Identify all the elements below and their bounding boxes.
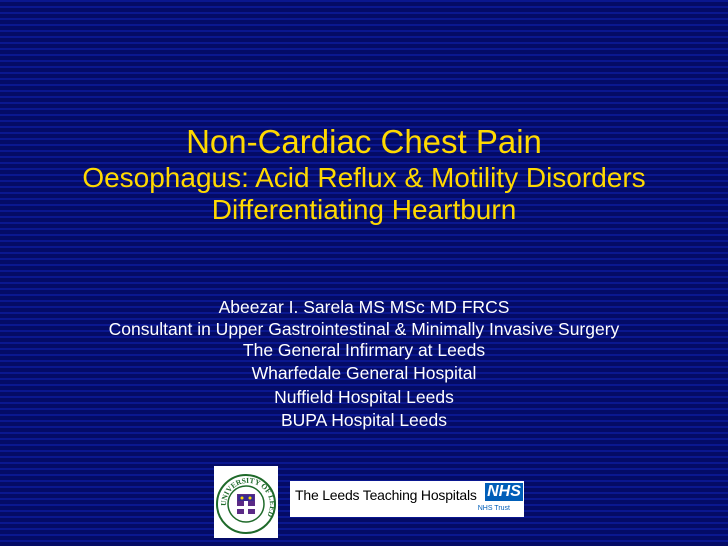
teaching-hospitals-name: The Leeds Teaching Hospitals [295,487,477,503]
institution-item: The General Infirmary at Leeds [242,339,486,360]
institution-item: Nuffield Hospital Leeds [274,386,454,407]
slide-subtitle-2: Differentiating Heartburn [211,194,517,225]
slide-subtitle-1: Oesophagus: Acid Reflux & Motility Disorders [82,162,646,193]
leeds-teaching-hospitals-logo [290,481,524,517]
title-block [0,122,728,226]
author-name: Abeezar I. Sarela MS MSc MD FRCS [218,297,510,317]
slide-title: Non-Cardiac Chest Pain [186,123,542,160]
author-role: Consultant in Upper Gastrointestinal & Minimally Invasive Surgery [108,318,620,339]
university-of-leeds-logo [214,466,278,538]
institution-item: BUPA Hospital Leeds [280,410,448,430]
institution-item: Wharfedale General Hospital [251,363,477,383]
credits-block [0,296,728,433]
nhs-logo: NHS [485,483,523,501]
seal-lettering: UNIVERSITY OF LEED [218,475,278,519]
university-seal-icon [214,466,278,538]
logos-row [214,466,526,538]
nhs-trust-label: NHS Trust [477,505,510,512]
